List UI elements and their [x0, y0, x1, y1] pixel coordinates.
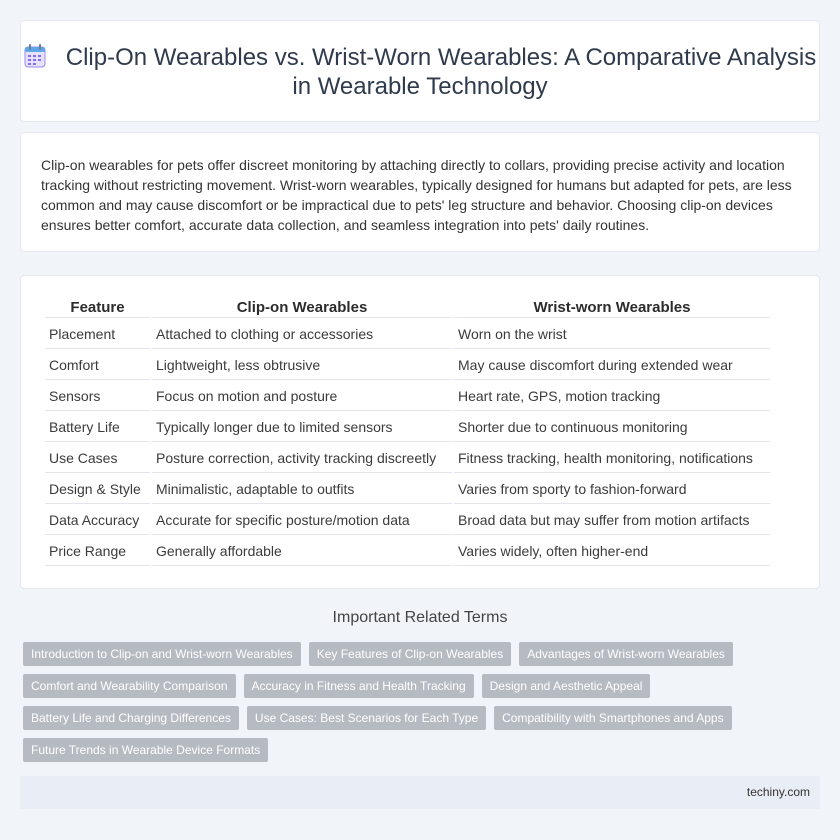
- wrist-worn-cell: Worn on the wrist: [454, 320, 770, 349]
- tag-accuracy-tracking[interactable]: Accuracy in Fitness and Health Tracking: [244, 674, 474, 698]
- table-header-row: [45, 298, 770, 318]
- table-row: [45, 413, 770, 442]
- tag-comfort-comparison[interactable]: Comfort and Wearability Comparison: [23, 674, 236, 698]
- wrist-worn-cell: Heart rate, GPS, motion tracking: [454, 382, 770, 411]
- tag-key-features-clip-on[interactable]: Key Features of Clip-on Wearables: [309, 642, 512, 666]
- wrist-worn-cell: Shorter due to continuous monitoring: [454, 413, 770, 442]
- table-row: [45, 444, 770, 473]
- tag-advantages-wrist-worn[interactable]: Advantages of Wrist-worn Wearables: [519, 642, 733, 666]
- clip-on-cell: Accurate for specific posture/motion data: [152, 506, 452, 535]
- tag-intro-clip-wrist[interactable]: Introduction to Clip-on and Wrist-worn Wearables: [23, 642, 301, 666]
- clip-on-cell: Lightweight, less obtrusive: [152, 351, 452, 380]
- title-card: [20, 20, 820, 122]
- feature-cell: Battery Life: [45, 413, 150, 442]
- clip-on-cell: Posture correction, activity tracking discreetly: [152, 444, 452, 473]
- feature-cell: Use Cases: [45, 444, 150, 473]
- table-row: [45, 320, 770, 349]
- page-title: [21, 43, 819, 101]
- clip-on-cell: Minimalistic, adaptable to outfits: [152, 475, 452, 504]
- wrist-worn-cell: Fitness tracking, health monitoring, notifications: [454, 444, 770, 473]
- table-row: [45, 506, 770, 535]
- feature-cell: Placement: [45, 320, 150, 349]
- feature-cell: Comfort: [45, 351, 150, 380]
- header-wrist-worn: Wrist-worn Wearables: [454, 298, 770, 318]
- clip-on-cell: Generally affordable: [152, 537, 452, 566]
- wrist-worn-cell: Broad data but may suffer from motion artifacts: [454, 506, 770, 535]
- clip-on-cell: Focus on motion and posture: [152, 382, 452, 411]
- tag-use-cases[interactable]: Use Cases: Best Scenarios for Each Type: [247, 706, 486, 730]
- intro-paragraph: Clip-on wearables for pets offer discreet monitoring by attaching directly to collars, providing precise activity and location tracking without restricting movement. Wrist-worn wearables, typically designed for humans but adapted for pets, are less common and may cause discomfort or be impractical due to pets' leg structure and behavior. Choosing clip-on devices ensures better comfort, accurate data collection, and seamless integration into pets' daily routines.: [41, 157, 792, 233]
- clip-on-cell: Attached to clothing or accessories: [152, 320, 452, 349]
- table-row: [45, 382, 770, 411]
- tag-battery-life[interactable]: Battery Life and Charging Differences: [23, 706, 239, 730]
- page-title-text: Clip-On Wearables vs. Wrist-Worn Wearables: A Comparative Analysis in Wearable Technology: [65, 44, 817, 100]
- related-terms-tags: [23, 642, 763, 770]
- comparison-table: [43, 296, 772, 568]
- table-row: [45, 475, 770, 504]
- wrist-worn-cell: Varies widely, often higher-end: [454, 537, 770, 566]
- header-feature: Feature: [45, 298, 150, 318]
- wrist-worn-cell: May cause discomfort during extended wear: [454, 351, 770, 380]
- intro-card: [20, 132, 820, 252]
- related-terms-heading: Important Related Terms: [332, 609, 508, 626]
- calendar-icon: [24, 44, 46, 68]
- clip-on-cell: Typically longer due to limited sensors: [152, 413, 452, 442]
- feature-cell: Price Range: [45, 537, 150, 566]
- feature-cell: Design & Style: [45, 475, 150, 504]
- tag-future-trends[interactable]: Future Trends in Wearable Device Formats: [23, 738, 268, 762]
- footer: [20, 776, 820, 809]
- footer-site-link[interactable]: techiny.com: [746, 785, 810, 799]
- comparison-table-card: [20, 275, 820, 589]
- tag-compatibility[interactable]: Compatibility with Smartphones and Apps: [494, 706, 731, 730]
- wrist-worn-cell: Varies from sporty to fashion-forward: [454, 475, 770, 504]
- feature-cell: Sensors: [45, 382, 150, 411]
- header-clip-on: Clip-on Wearables: [152, 298, 452, 318]
- table-row: [45, 537, 770, 566]
- table-row: [45, 351, 770, 380]
- feature-cell: Data Accuracy: [45, 506, 150, 535]
- tag-design-appeal[interactable]: Design and Aesthetic Appeal: [482, 674, 651, 698]
